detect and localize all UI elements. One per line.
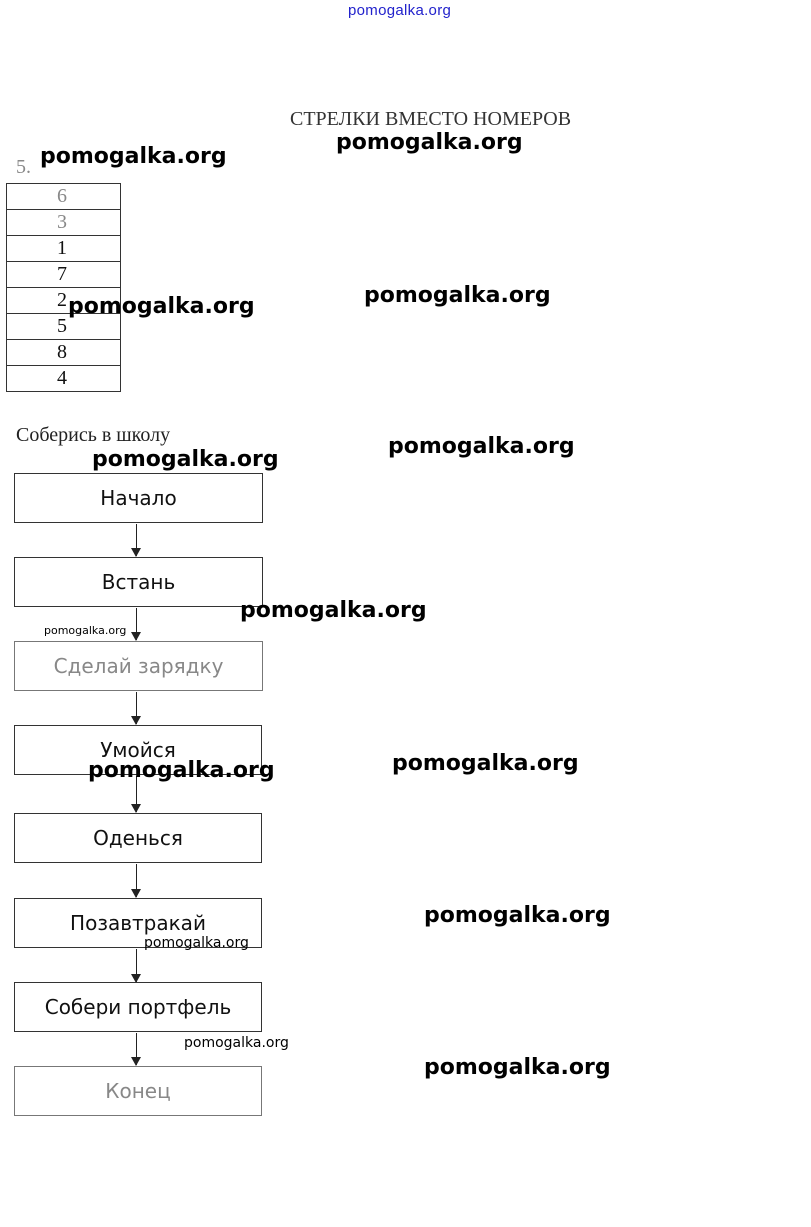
numbers-table [6, 183, 121, 392]
flow-step-wash: Умойся [14, 725, 262, 775]
table-cell: 1 [7, 236, 121, 262]
table-cell: 7 [7, 262, 121, 288]
flow-arrow [136, 949, 137, 982]
table-cell: 8 [7, 340, 121, 366]
flow-step-get-up: Встань [14, 557, 263, 607]
flow-step-dress: Оденься [14, 813, 262, 863]
table-cell: 5 [7, 314, 121, 340]
flowchart-title: Соберись в школу [16, 424, 171, 446]
flow-step-start: Начало [14, 473, 263, 523]
watermark: pomogalka.org [336, 130, 523, 155]
watermark: pomogalka.org [388, 434, 575, 459]
site-link[interactable]: pomogalka.org [348, 2, 452, 19]
table-cell: 3 [7, 210, 121, 236]
page-title: СТРЕЛКИ ВМЕСТО НОМЕРОВ [290, 108, 572, 130]
table-row [7, 236, 121, 262]
watermark: pomogalka.org [44, 624, 127, 637]
flow-step-end: Конец [14, 1066, 262, 1116]
table-row [7, 366, 121, 392]
watermark: pomogalka.org [184, 1035, 289, 1051]
flow-arrow [136, 524, 137, 556]
watermark: pomogalka.org [92, 447, 279, 472]
table-cell: 2 [7, 288, 121, 314]
table-row [7, 210, 121, 236]
table-row [7, 184, 121, 210]
watermark: pomogalka.org [392, 751, 579, 776]
watermark: pomogalka.org [68, 294, 255, 319]
table-row [7, 262, 121, 288]
flow-arrow [136, 1033, 137, 1065]
watermark: pomogalka.org [40, 144, 227, 169]
flow-arrow [136, 864, 137, 897]
flow-step-exercise: Сделай зарядку [14, 641, 263, 691]
flow-step-breakfast: Позавтракай [14, 898, 262, 948]
flow-arrow [136, 608, 137, 640]
table-cell: 4 [7, 366, 121, 392]
watermark: pomogalka.org [88, 758, 275, 783]
table-cell: 6 [7, 184, 121, 210]
watermark: pomogalka.org [424, 903, 611, 928]
flow-arrow [136, 692, 137, 724]
watermark: pomogalka.org [144, 935, 249, 951]
watermark: pomogalka.org [240, 598, 427, 623]
watermark: pomogalka.org [364, 283, 551, 308]
task-number: 5. [16, 156, 31, 178]
watermark: pomogalka.org [424, 1055, 611, 1080]
flow-step-pack-bag: Собери портфель [14, 982, 262, 1032]
table-row [7, 340, 121, 366]
